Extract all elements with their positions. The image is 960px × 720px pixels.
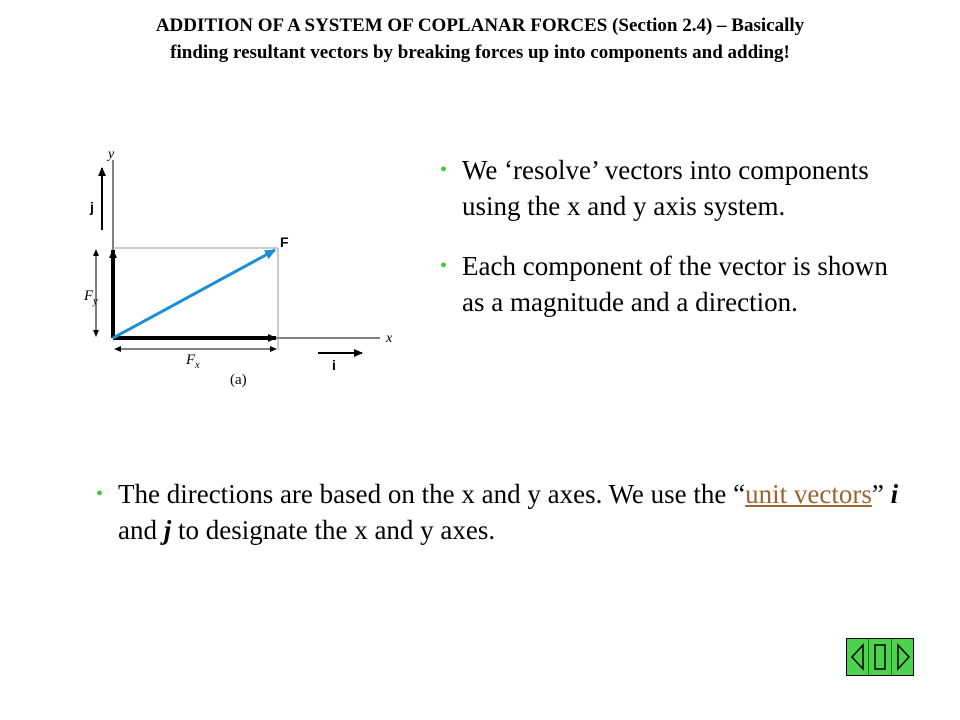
fy-label: $F_y$ bbox=[84, 288, 98, 307]
next-button[interactable] bbox=[892, 639, 913, 675]
x-axis-label: x bbox=[386, 331, 393, 346]
figure-caption: (a) bbox=[230, 372, 247, 388]
bullet-resolve bbox=[440, 152, 910, 224]
y-axis-label: y bbox=[108, 147, 115, 162]
directions-mid2: and bbox=[118, 515, 164, 545]
title-line-2: finding resultant vectors by breaking forces up into components and adding! bbox=[170, 42, 790, 63]
bullet-dot-icon: • bbox=[440, 255, 448, 277]
f-label: F bbox=[280, 234, 289, 250]
directions-suffix: to designate the x and y axes. bbox=[171, 515, 496, 545]
bottom-bullet bbox=[96, 476, 916, 548]
right-bullet-list bbox=[440, 152, 910, 320]
slide-title bbox=[20, 12, 940, 66]
unit-i: i bbox=[890, 479, 899, 509]
unit-vectors-link[interactable]: unit vectors bbox=[745, 479, 872, 509]
diagram-svg bbox=[70, 138, 410, 398]
bullet-dot-icon: • bbox=[96, 483, 104, 505]
force-component-diagram bbox=[70, 138, 410, 398]
bullet-component bbox=[440, 248, 910, 320]
prev-arrow-icon bbox=[847, 639, 869, 675]
j-label: j bbox=[90, 199, 94, 215]
slide-navigation bbox=[846, 638, 914, 676]
title-line-1: ADDITION OF A SYSTEM OF COPLANAR FORCES (Section 2.4) – Basically bbox=[155, 15, 805, 36]
i-label: i bbox=[332, 357, 336, 373]
stop-button[interactable] bbox=[869, 639, 891, 675]
bullet-component-text: Each component of the vector is shown as a magnitude and a direction. bbox=[462, 251, 888, 317]
bullet-dot-icon: • bbox=[440, 159, 448, 181]
directions-mid1: ” bbox=[871, 479, 891, 509]
unit-j: j bbox=[163, 515, 172, 545]
bullet-directions bbox=[96, 476, 916, 548]
bullet-resolve-text: We ‘resolve’ vectors into components using the x and y axis system. bbox=[462, 155, 869, 221]
stop-icon bbox=[869, 639, 891, 675]
fx-label: $F_x$ bbox=[186, 352, 200, 371]
next-arrow-icon bbox=[892, 639, 914, 675]
prev-button[interactable] bbox=[847, 639, 869, 675]
directions-prefix: The directions are based on the x and y axes. We use the “ bbox=[118, 479, 746, 509]
force-vector-f bbox=[113, 250, 275, 338]
